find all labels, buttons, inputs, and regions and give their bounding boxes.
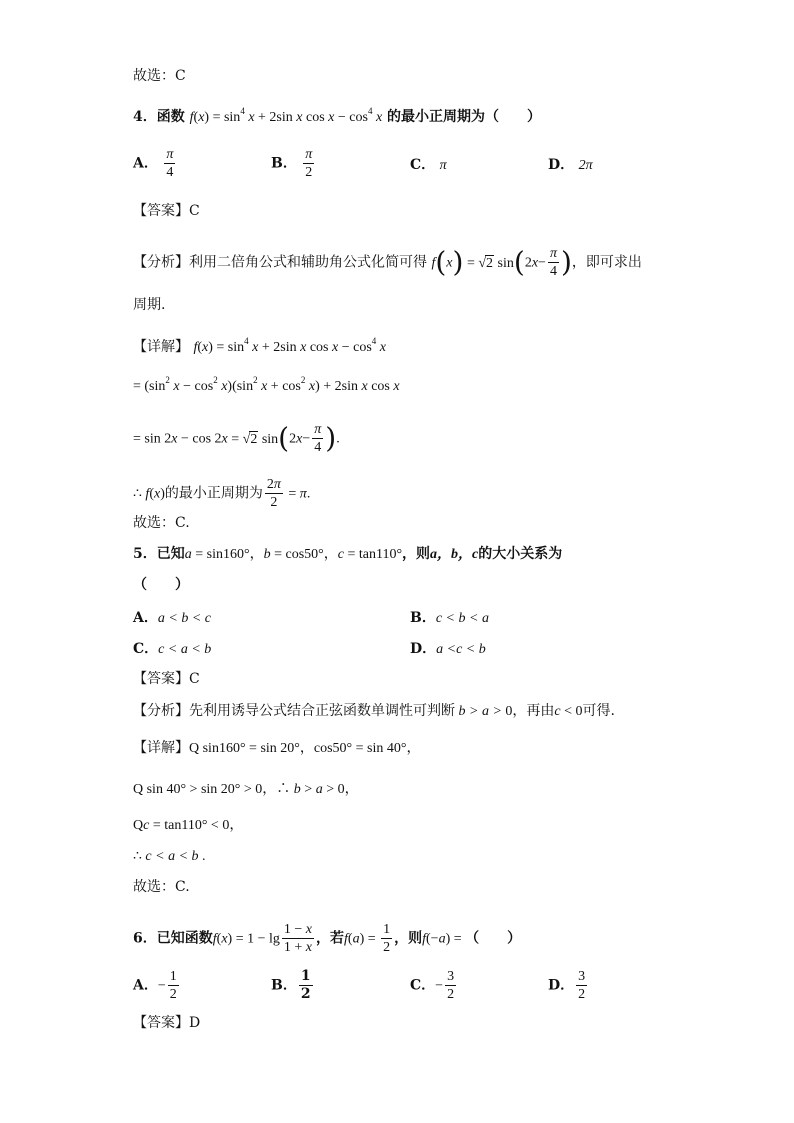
q4-detail-line4: ∴ f(x)的最小正周期为 $\frac{2\pi}{2}$ = π. — [133, 477, 311, 510]
q4-choice-d: D． 2π — [548, 157, 593, 173]
prev-conclusion: 故选：C — [133, 68, 186, 84]
q4-answer: 【答案】C — [133, 203, 200, 219]
q4-choice-a: A． $\frac{\pi}{4}$ — [133, 147, 174, 180]
q6-choice-b: B． $\frac{1}{2}$ — [271, 968, 311, 1002]
q4-analysis-line2: 周期. — [133, 297, 166, 313]
q5-detail-line2: Q sin 40° > sin 20° > 0，∴ b > a > 0， — [133, 782, 359, 797]
q4-conclusion: 故选：C. — [133, 515, 190, 531]
q6-answer: 【答案】D — [133, 1015, 201, 1031]
q4-detail-line1: 【详解】 $f(x) = \sin^4 x + 2\sin$ x $\cos x - \cos^4 x$ — [133, 336, 386, 355]
q5-choice-b: B．c < b < a — [410, 610, 489, 626]
q5-detail-line4: ∴ c < a < b . — [133, 849, 206, 864]
q4-choice-b: B． $\frac{\pi}{2}$ — [271, 147, 313, 180]
q5-stem-paren: （ ） — [133, 577, 189, 593]
q6-stem: 6．已知函数f(x) = 1 − lg $\frac{1 - x}{1 + x}$ ，若f(a) = $\frac{1}{2}$ ，则f(−a) = （ ） — [133, 922, 522, 955]
q5-choice-c: C．c < a < b — [133, 641, 212, 657]
q5-conclusion: 故选：C. — [133, 879, 190, 895]
q5-answer: 【答案】C — [133, 671, 200, 687]
q4-stem: 4．函数 $f(x) = \sin^4 x + 2\sin$ x $\cos x - \cos^4 x$ 的最小正周期为（ ） — [133, 106, 542, 125]
q6-choice-d: D． $\frac{3}{2}$ — [548, 969, 586, 1002]
q5-detail-line3: Qc = tan110° < 0， — [133, 818, 244, 833]
q5-choice-a: A．a < b < c — [133, 610, 211, 626]
q6-choice-a: A．− $\frac{1}{2}$ — [133, 969, 177, 1002]
q5-stem: 5．已知a = sin160°，b = cos50°，c = tan110°，则a，b，c的大小关系为 — [133, 546, 563, 562]
q4-detail-line3: = sin 2x − cos 2x = √2 sin(2x− $\frac{\pi}{4}$ ). — [133, 421, 340, 455]
q5-analysis: 【分析】先利用诱导公式结合正弦函数单调性可判断 b > a > 0，再由c < 0可得. — [133, 703, 615, 719]
q6-choice-c: C．− $\frac{3}{2}$ — [410, 969, 455, 1002]
q4-detail-line2: = ($\sin^2$ $x - \cos^2 x)(\sin^2$ $x + \cos^2 x) + 2\sin$ x cos x — [133, 375, 400, 394]
q5-choice-d: D．a <c < b — [410, 641, 486, 657]
q4-choice-c: C． π — [410, 157, 447, 173]
q4-analysis: 【分析】利用二倍角公式和辅助角公式化简可得 f(x) = √2 sin(2x− $\frac{\pi}{4}$ )，即可求出 — [133, 245, 642, 279]
q5-detail-line1: 【详解】Q sin160° = sin 20°，cos50° = sin 40°， — [133, 740, 421, 756]
